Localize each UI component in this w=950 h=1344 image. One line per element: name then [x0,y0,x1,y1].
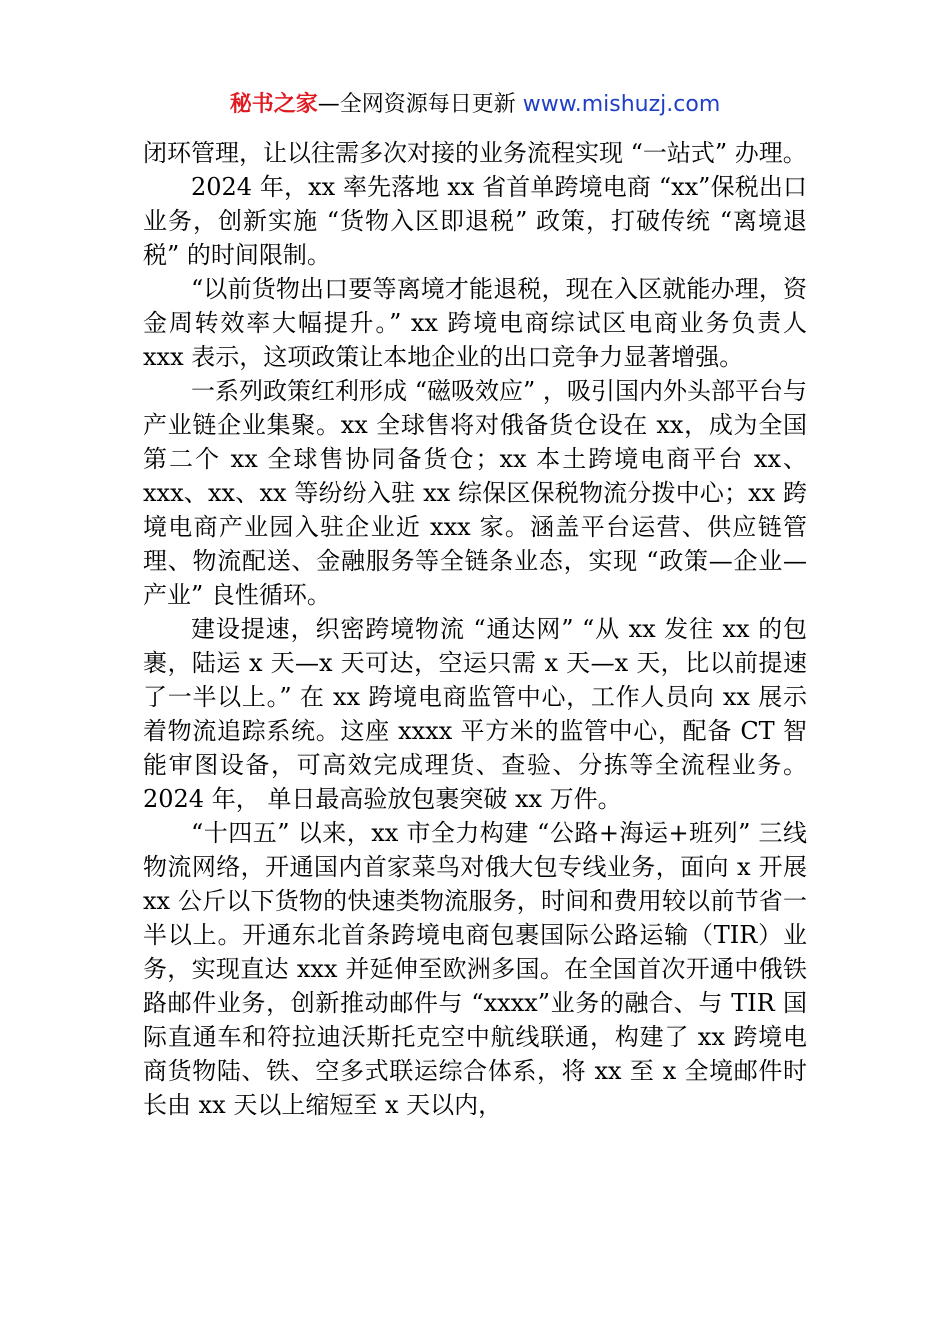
paragraph: “以前货物出口要等离境才能退税，现在入区就能办理，资金周转效率大幅提升。” xx 跨境电商综试区电商业务负责人 xxx 表示，这项政策让本地企业的出口竞争力显著增强。 [143,275,807,371]
paragraph-continuation: 闭环管理，让以往需多次对接的业务流程实现 “一站式” 办理。 [143,139,807,167]
paragraph: “十四五” 以来，xx 市全力构建 “公路+海运+班列” 三线物流网络，开通国内首家菜鸟对俄大包专线业务，面向 x 开展 xx 公斤以下货物的快速类物流服务，时间和费用较以前节省一半以上。开通东北首条跨境电商包裹国际公路运输（TIR）业务，实现直达 xxx 并延伸至欧洲多国。在全国首次开通中俄铁路邮件业务，创新推动邮件与 “xxxx”业务的融合、与 TIR 国际直通车和符拉迪沃斯托克空中航线联通，构建了 xx 跨境电商货物陆、铁、空多式联运综合体系，将 xx 至 x 全境邮件时长由 xx 天以上缩短至 x 天以内， [143,819,807,1119]
paragraph: 建设提速，织密跨境物流 “通达网” “从 xx 发往 xx 的包裹，陆运 x 天—x 天可达，空运只需 x 天—x 天，比以前提速了一半以上。” 在 xx 跨境电商监管中心，工作人员向 xx 展示着物流追踪系统。这座 xxxx 平方米的监管中心，配备 CT 智能审图设备，可高效完成理货、查验、分拣等全流程业务。2024 年， 单日最高验放包裹突破 xx 万件。 [143,615,807,813]
site-header [0,88,950,122]
site-url-link[interactable]: www.mishuzj.com [522,92,721,117]
paragraph: 2024 年，xx 率先落地 xx 省首单跨境电商 “xx”保税出口业务，创新实施 “货物入区即退税” 政策，打破传统 “离境退税” 的时间限制。 [143,173,807,269]
site-brand: 秘书之家 [229,92,318,117]
paragraph: 一系列政策红利形成 “磁吸效应” ，吸引国内外头部平台与产业链企业集聚。xx 全球售将对俄备货仓设在 xx，成为全国第二个 xx 全球售协同备货仓；xx 本土跨境电商平台 xx、xxx、xx、xx 等纷纷入驻 xx 综保区保税物流分拨中心；xx 跨境电商产业园入驻企业近 xxx 家。涵盖平台运营、供应链管理、物流配送、金融服务等全链条业态，实现 “政策—企业—产业” 良性循环。 [143,377,807,609]
article-body [143,136,807,1122]
site-slogan: —全网资源每日更新 [317,92,516,117]
